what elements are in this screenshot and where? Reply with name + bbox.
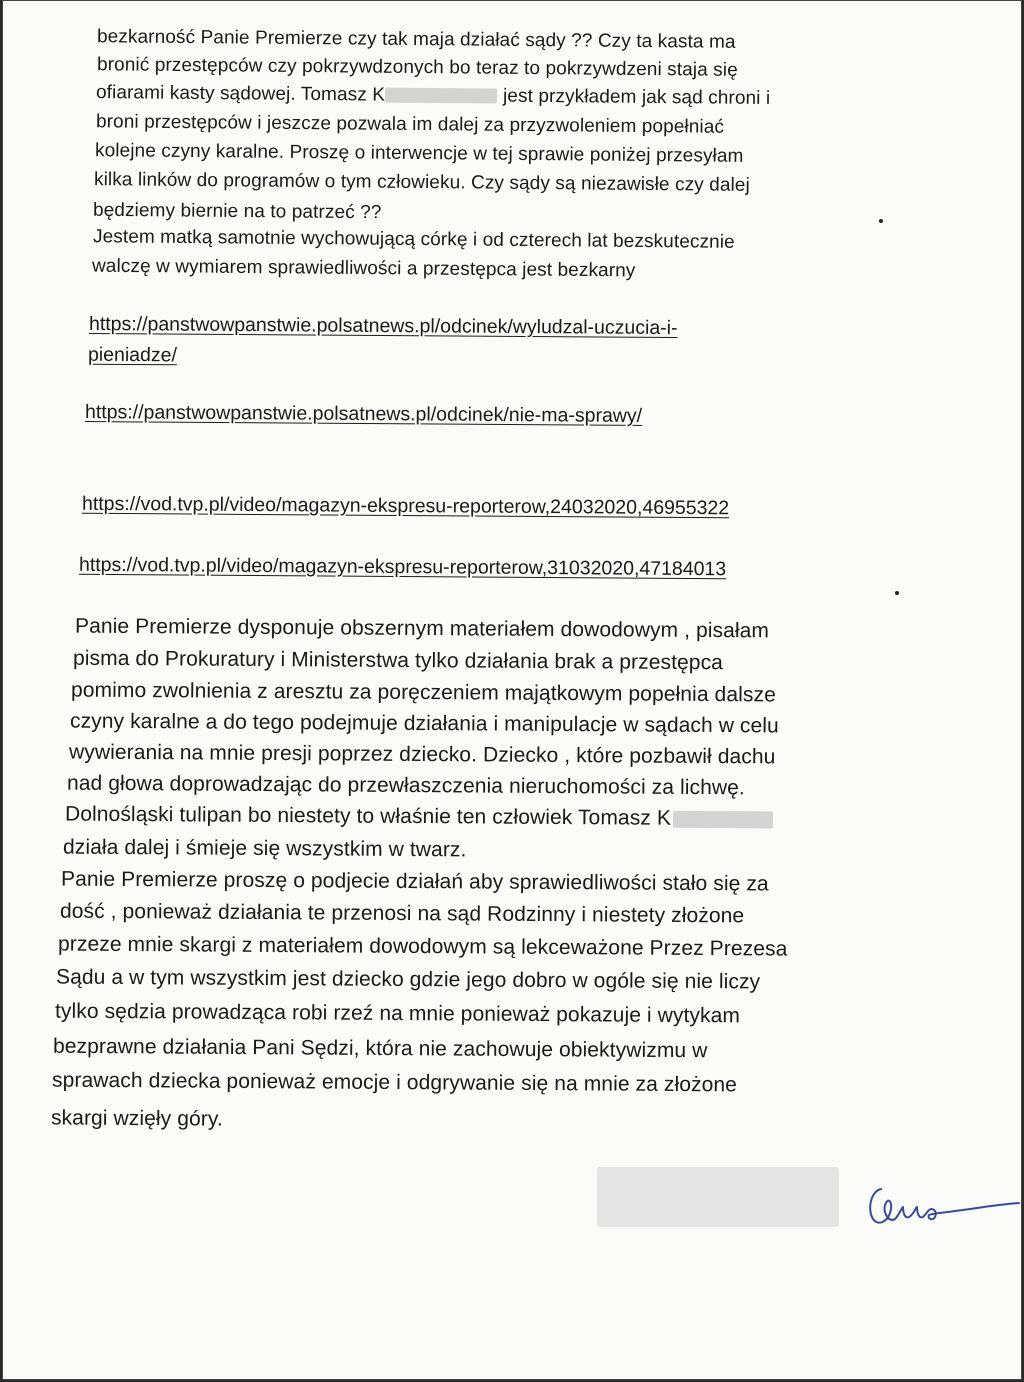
letter-line: Jestem matką samotnie wychowującą córkę i od czterech lat bezskutecznie (92, 226, 735, 253)
signature-icon (863, 1179, 1021, 1239)
ink-dot (879, 219, 883, 223)
letter-line: walczę w wymiarem sprawiedliwości a przestępca jest bezkarny (91, 255, 636, 282)
letter-line: broni przestępców i jeszcze pozwala im dalej za przyzwoleniem popełniać (95, 111, 725, 138)
letter-line: bezkarność Panie Premierze czy tak maja działać sądy ?? Czy ta kasta ma (96, 26, 736, 53)
letter-line-part: Dolnośląski tulipan bo niestety to właśnie ten człowiek Tomasz K (64, 802, 672, 830)
tvp-link-2[interactable]: https://vod.tvp.pl/video/magazyn-ekspresu-reporterow,31032020,47184013 (78, 553, 727, 581)
redacted-name-block (597, 1167, 839, 1227)
tvp-link-1[interactable]: https://vod.tvp.pl/video/magazyn-ekspresu-reporterow,24032020,46955322 (81, 492, 730, 520)
letter-line: pomimo zwolnienia z aresztu za poręczeniem majątkowym popełnia dalsze (70, 678, 776, 707)
letter-line-with-redaction (96, 82, 770, 110)
letter-line: bronić przestępców czy pokrzywdzonych bo teraz to pokrzywdzeni staja się (96, 54, 738, 81)
letter-line-with-redaction (65, 803, 773, 832)
letter-line: nad głowa doprowadzając do przewłaszczenia nieruchomości za lichwę. (66, 771, 745, 800)
letter-line: sprawach dziecka ponieważ emocje i odgrywanie się na mnie za złożone (51, 1068, 738, 1097)
letter-line: czyny karalne a do tego podejmuje działania i manipulacje w sądach w celu (69, 709, 779, 738)
letter-line: skargi wzięły góry. (50, 1106, 223, 1131)
polsat-link-1[interactable]: https://panstwowpanstwie.polsatnews.pl/odcinek/wyludzal-uczucia-i- (88, 312, 678, 340)
letter-line: przeze mnie skargi z materiałem dowodowym są lekceważone Przez Prezesa (57, 932, 788, 961)
letter-line: Panie Premierze dysponuje obszernym materiałem dowodowym , pisałam (74, 614, 770, 643)
letter-line: kolejne czyny karalne. Proszę o interwencje w tej sprawie poniżej przesyłam (94, 140, 744, 167)
letter-line: Sądu a w tym wszystkim jest dziecko gdzie jego dobro w ogóle się nie liczy (55, 965, 761, 994)
letter-line: bezprawne działania Pani Sędzi, która nie zachowuje obiektywizmu w (52, 1034, 708, 1063)
letter-line-part: jest przykładem jak sąd chroni i (502, 85, 771, 109)
letter-line: działa dalej i śmieje się wszystkim w twarz. (62, 835, 467, 862)
letter-line: będziemy biernie na to patrzeć ?? (92, 199, 382, 224)
ink-dot (895, 591, 899, 595)
letter-line-part: ofiarami kasty sądowej. Tomasz K (95, 82, 386, 106)
letter-line: Panie Premierze proszę o podjecie działań aby sprawiedliwości stało się za (60, 867, 769, 896)
polsat-link-1-continued[interactable]: pieniadze/ (87, 343, 177, 367)
letter-line: pisma do Prokuratury i Ministerstwa tylko działania brak a przestępca (72, 646, 724, 675)
redacted-surname (673, 811, 773, 829)
redacted-surname (385, 88, 497, 104)
letter-line: tylko sędzia prowadząca robi rzeź na mnie ponieważ pokazuje i wytykam (54, 999, 741, 1028)
letter-page (2, 0, 1022, 1380)
polsat-link-2[interactable]: https://panstwowpanstwie.polsatnews.pl/odcinek/nie-ma-sprawy/ (84, 401, 643, 427)
letter-line: dość , ponieważ działania te przenosi na sąd Rodzinny i niestety złożone (59, 899, 745, 928)
letter-line: wywierania na mnie presji poprzez dziecko. Dziecko , które pozbawił dachu (68, 740, 776, 769)
letter-line: kilka linków do programów o tym człowieku. Czy sądy są niezawisłe czy dalej (93, 169, 750, 196)
